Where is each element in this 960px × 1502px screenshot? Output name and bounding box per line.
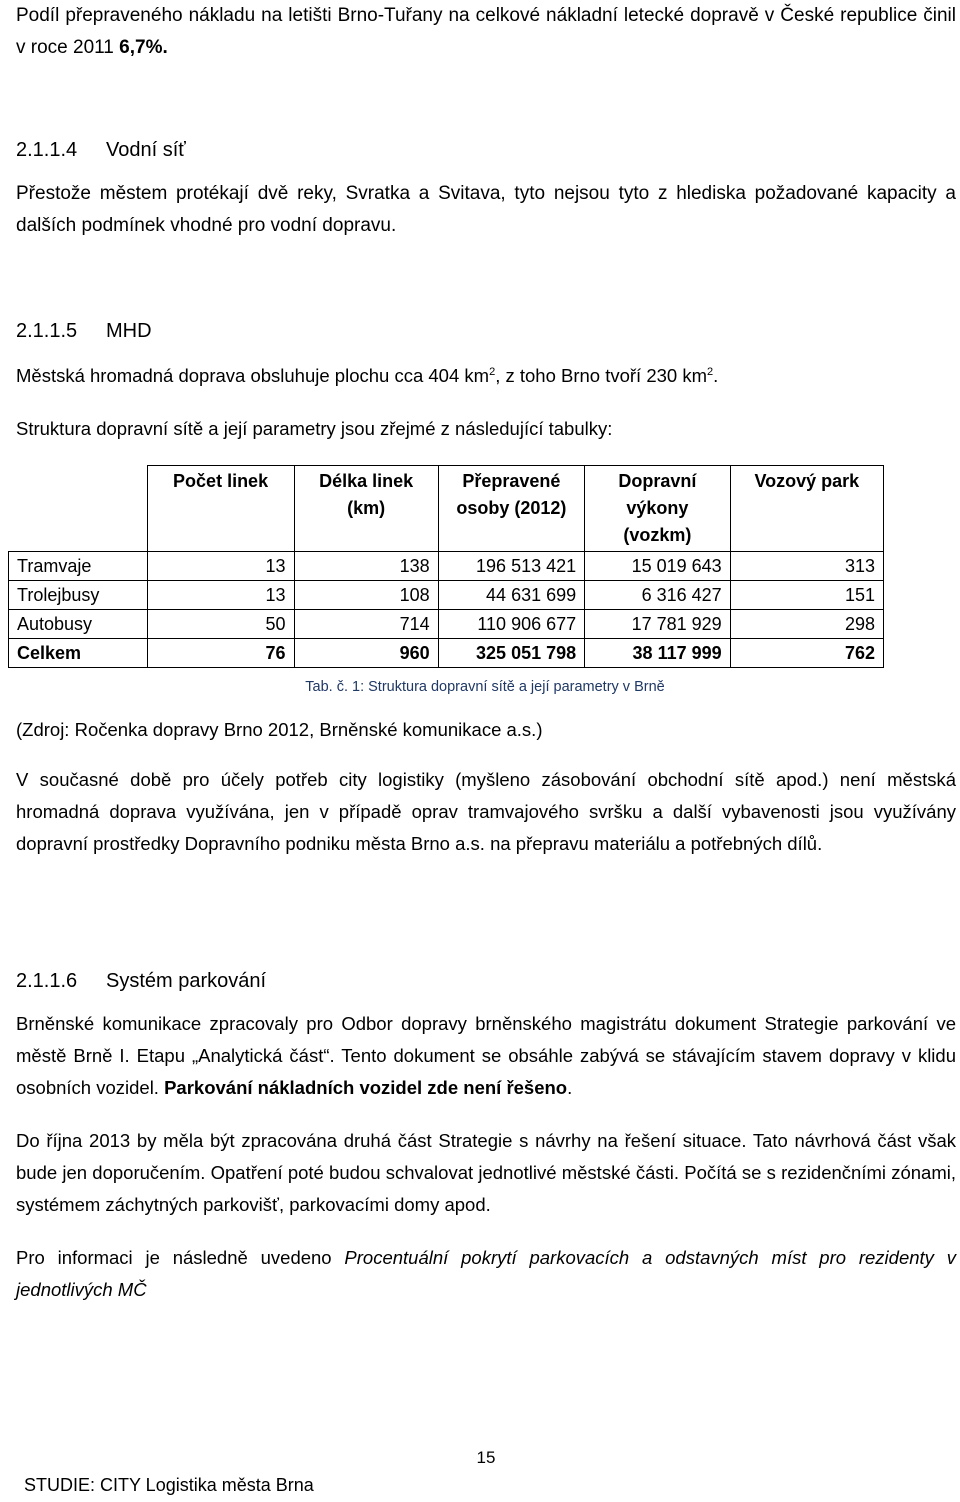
parking-strategy-bold: Parkování nákladních vozidel zde není řešeno <box>164 1077 568 1098</box>
header-cell-fleet: Vozový park <box>730 466 883 552</box>
table-cell: 313 <box>730 552 883 581</box>
paragraph-mhd-area <box>16 360 956 392</box>
paragraph-airport-share <box>16 0 956 64</box>
mhd-area-text-2: , z toho Brno tvoří 230 km <box>495 365 708 386</box>
airport-share-text: Podíl přepraveného nákladu na letišti Brno-Tuřany na celkové nákladní letecké dopravě v České republice činil v roce 2011 <box>16 5 956 58</box>
table-cell: 138 <box>294 552 438 581</box>
header-cell-empty <box>9 466 148 552</box>
section-number: 2.1.1.6 <box>16 970 78 992</box>
table-cell: 298 <box>730 610 883 639</box>
paragraph-parking-second-part: Do října 2013 by měla být zpracována druhá část Strategie s návrhy na řešení situace. Tato návrhová část však bude jen doporučením. Opatření poté budou schvalovat jednotlivé městské části. Počítá se s rezidenčními zónami, systémem záchytných parkovišť, parkovacími domy apod. <box>16 1130 956 1215</box>
header-cell-lines-length: Délka linek (km) <box>294 466 438 552</box>
row-label: Tramvaje <box>9 552 148 581</box>
row-label: Autobusy <box>9 610 148 639</box>
table-cell: 15 019 643 <box>585 552 731 581</box>
superscript: 2 <box>489 366 496 378</box>
table-cell: 151 <box>730 581 883 610</box>
airport-share-value: 6,7%. <box>119 37 168 58</box>
paragraph-structure-intro: Struktura dopravní sítě a její parametry jsou zřejmé z následující tabulky: <box>16 418 613 439</box>
heading-water-network <box>16 136 186 164</box>
parking-strategy-end: . <box>567 1077 573 1098</box>
table-cell: 110 906 677 <box>438 610 584 639</box>
paragraph-parking-strategy <box>16 1008 956 1104</box>
table-cell: 108 <box>294 581 438 610</box>
table-cell: 13 <box>147 581 294 610</box>
table-cell: 6 316 427 <box>585 581 731 610</box>
section-title: Systém parkování <box>106 970 267 992</box>
mhd-area-text: Městská hromadná doprava obsluhuje plochu cca 404 km <box>16 365 490 386</box>
paragraph-city-logistics: V současné době pro účely potřeb city logistiky (myšleno zásobování obchodní sítě apod.) není městská hromadná doprava využívána, jen v případě oprav tramvajového svršku a další vybavenosti jsou využívány dopravní prostředky Dopravního podniku města Brno a.s. na přepravu materiálu a potřebných dílů. <box>16 769 956 854</box>
parking-info-text: Pro informaci je následně uvedeno <box>16 1247 345 1268</box>
superscript: 2 <box>707 366 714 378</box>
table-cell: 17 781 929 <box>585 610 731 639</box>
table-cell: 44 631 699 <box>438 581 584 610</box>
mhd-area-text-3: . <box>713 365 719 386</box>
paragraph-water-network: Přestože městem protékají dvě reky, Svratka a Svitava, tyto nejsou tyto z hlediska požadované kapacity a dalších podmínek vhodné pro vodní dopravu. <box>16 183 956 236</box>
table-cell: 960 <box>294 639 438 668</box>
paragraph-parking-info <box>16 1242 956 1306</box>
section-title: Vodní síť <box>106 139 186 161</box>
header-cell-vehicle-km: Dopravní výkony (vozkm) <box>585 466 731 552</box>
header-cell-passengers: Přepravené osoby (2012) <box>438 466 584 552</box>
row-label: Celkem <box>9 639 148 668</box>
source-note: (Zdroj: Ročenka dopravy Brno 2012, Brněnské komunikace a.s.) <box>16 719 543 740</box>
table-cell: 38 117 999 <box>585 639 731 668</box>
table-caption <box>0 679 960 695</box>
table-cell: 76 <box>147 639 294 668</box>
table-cell: 13 <box>147 552 294 581</box>
section-number: 2.1.1.4 <box>16 139 78 161</box>
table-cell: 196 513 421 <box>438 552 584 581</box>
page-number: 15 <box>476 1448 496 1467</box>
header-cell-lines-count: Počet linek <box>147 466 294 552</box>
row-label: Trolejbusy <box>9 581 148 610</box>
footer-title: STUDIE: CITY Logistika města Brna <box>24 1475 314 1495</box>
table-row <box>9 581 884 610</box>
heading-parking <box>16 967 266 995</box>
section-number: 2.1.1.5 <box>16 320 78 342</box>
table-row <box>9 610 884 639</box>
parking-strategy-text: Brněnské komunikace zpracovaly pro Odbor dopravy brněnského magistrátu dokument Strategie parkování ve městě Brně I. Etapu „Analytická část“. Tento dokument se obsáhle zabývá se stávajícím stavem dopravy v klidu osobních vozidel. <box>16 1013 956 1098</box>
table-header-row <box>9 466 884 552</box>
table-row <box>9 552 884 581</box>
section-title: MHD <box>106 320 152 342</box>
table-cell: 325 051 798 <box>438 639 584 668</box>
table-total-row <box>9 639 884 668</box>
transport-network-table <box>8 465 884 668</box>
table-cell: 762 <box>730 639 883 668</box>
heading-mhd <box>16 317 152 345</box>
caption-text: Tab. č. 1: Struktura dopravní sítě a její parametry v Brně <box>305 679 665 695</box>
table-cell: 50 <box>147 610 294 639</box>
table-cell: 714 <box>294 610 438 639</box>
parking-info-italic: Procentuální pokrytí parkovacích a odstavných míst pro rezidenty v jednotlivých MČ <box>16 1247 956 1300</box>
